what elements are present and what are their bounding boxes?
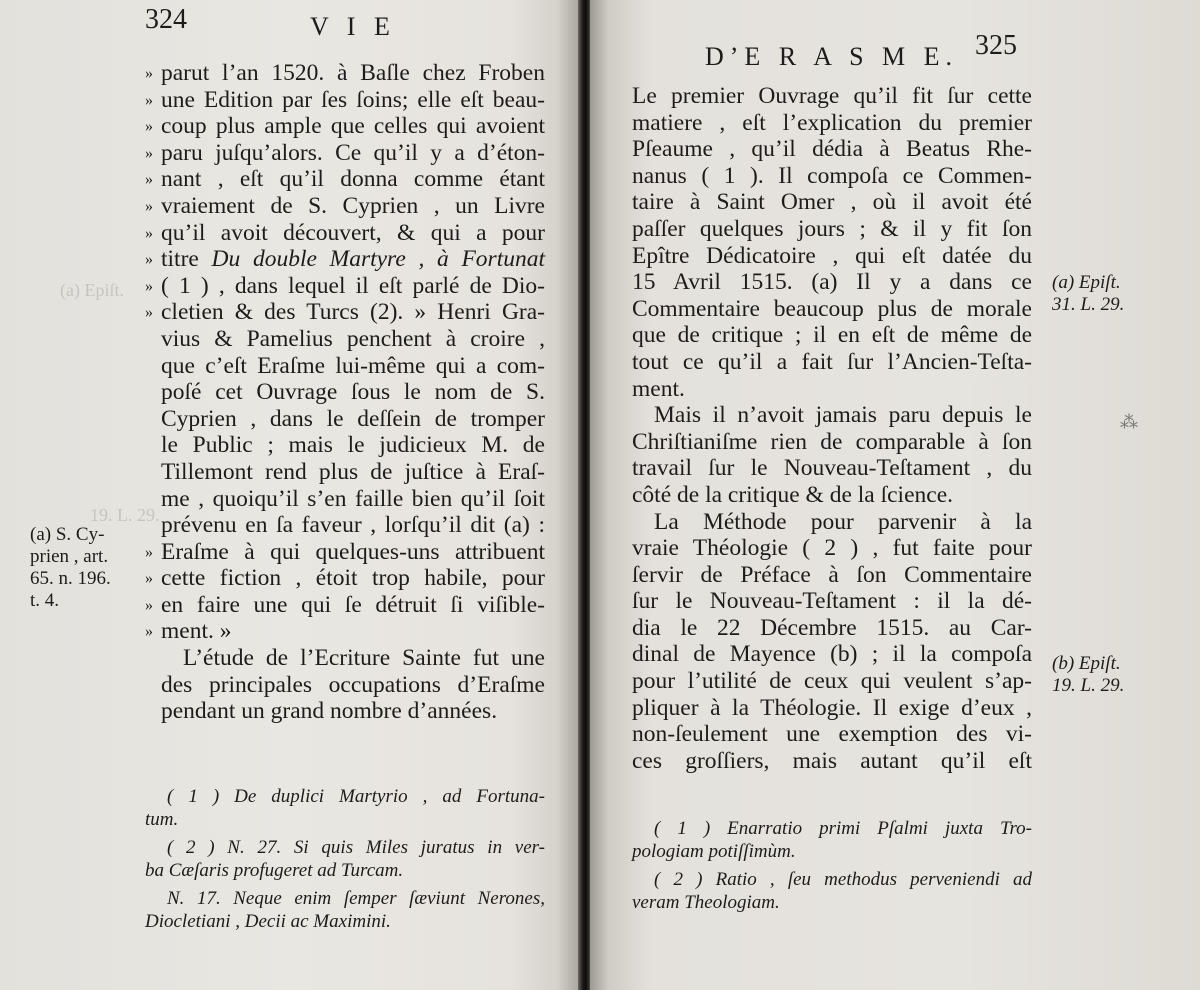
- margin-note-line: 31. L. 29.: [1052, 294, 1125, 315]
- text-line: [145, 246, 545, 273]
- text-line: [145, 299, 545, 326]
- text-line: [632, 216, 1032, 243]
- margin-note-line: 65. n. 196.: [30, 568, 111, 589]
- text-line: [145, 166, 545, 193]
- text-line: [632, 588, 1032, 615]
- line-text: Eraſme à qui quelques-uns attribuent: [161, 538, 545, 565]
- text-line: [145, 326, 545, 353]
- line-text: dinal de Mayence (b) ; il la compoſa: [632, 641, 1032, 668]
- line-text: Cyprien , dans le deſſein de tromper: [161, 405, 545, 432]
- footnote-line: ba Cæſaris profugeret ad Turcam.: [145, 859, 404, 881]
- footnote-line: ( 2 ) Ratio , ſeu methodus perveniendi ad: [654, 869, 1032, 890]
- text-line: [632, 163, 1032, 190]
- line-text: ment.: [632, 375, 685, 402]
- quote-mark: »: [145, 277, 153, 295]
- text-line: [145, 618, 545, 645]
- text-line: [145, 113, 545, 140]
- text-line: [145, 140, 545, 167]
- footnote-line: pologiam potiſſimùm.: [632, 840, 796, 862]
- line-text: cette fiction , étoit trop habile, pour: [161, 565, 545, 592]
- text-line: [632, 748, 1032, 775]
- text-line: [145, 672, 545, 699]
- text-line: [632, 296, 1032, 323]
- body-text: [145, 60, 545, 725]
- line-text: travail ſur le Nouveau-Teſtament , du: [632, 455, 1032, 482]
- line-text: nanus ( 1 ). Il compoſa ce Commen-: [632, 162, 1032, 189]
- text-line: [632, 243, 1032, 270]
- line-text: paru juſqu’alors. Ce qu’il y a d’éton-: [161, 139, 545, 166]
- footnote-line: ( 1 ) De duplici Martyrio , ad Fortuna-: [167, 786, 545, 807]
- text-line: [632, 615, 1032, 642]
- page-number: 325: [975, 30, 1017, 61]
- line-text: La Méthode pour parvenir à la: [654, 508, 1032, 535]
- text-line: [145, 379, 545, 406]
- line-text: parut l’an 1520. à Baſle chez Froben: [161, 60, 545, 86]
- line-text: Epître Dédicatoire , qui eſt datée du: [632, 242, 1032, 269]
- quote-mark: »: [145, 251, 153, 269]
- margin-note-line: 19. L. 29.: [1052, 675, 1125, 696]
- line-text: ſur le Nouveau-Teſtament : il la dé-: [632, 588, 1032, 615]
- line-text: que c’eſt Eraſme lui-même qui a com-: [161, 352, 545, 379]
- line-text: matiere , eſt l’explication du premier: [632, 109, 1032, 136]
- ink-smudge: ⁂: [1120, 412, 1138, 432]
- line-text: coup plus ample que celles qui avoient: [161, 113, 545, 140]
- margin-note-b: [1052, 653, 1172, 697]
- text-line: [632, 376, 1032, 403]
- line-text: 15 Avril 1515. (a) Il y a dans ce: [632, 269, 1032, 296]
- line-text: côté de la critique & de la ſcience.: [632, 481, 954, 508]
- right-page: [590, 0, 1200, 990]
- line-text: paſſer quelques jours ; & il y fit ſon: [632, 215, 1032, 242]
- line-text: vius & Pamelius penchent à croire ,: [161, 325, 545, 352]
- line-text: ces groſſiers, mais autant qu’il eſt: [632, 747, 1032, 774]
- line-text: ſervir de Préface à ſon Commentaire: [632, 561, 1032, 588]
- line-text: pliquer à la Théologie. Il exige d’eux ,: [632, 694, 1032, 721]
- text-line: [632, 83, 1032, 110]
- quote-mark: »: [145, 596, 153, 614]
- text-line: [632, 509, 1032, 536]
- text-line: [145, 60, 545, 87]
- quote-mark: »: [145, 91, 153, 109]
- quote-mark: »: [145, 65, 153, 82]
- running-head: V I E: [310, 12, 396, 41]
- margin-note-line: (a) Epiſt.: [1052, 272, 1121, 293]
- line-text: Chriſtianiſme rien de comparable à ſon: [632, 428, 1032, 455]
- text-line: [632, 482, 1032, 509]
- line-text: Mais il n’avoit jamais paru depuis le: [654, 402, 1032, 429]
- margin-note-line: t. 4.: [30, 590, 60, 611]
- margin-note-line: (b) Epiſt.: [1052, 653, 1121, 674]
- margin-note-a: [1052, 272, 1172, 316]
- show-through-text: 19. L. 29.: [90, 505, 160, 525]
- text-line: [632, 721, 1032, 748]
- line-text: Pſeaume , qu’il dédia à Beatus Rhe-: [632, 136, 1032, 163]
- text-line: [145, 645, 545, 672]
- quote-mark: »: [145, 623, 153, 641]
- footnote-line: ( 2 ) N. 27. Si quis Miles juratus in ver-: [167, 837, 545, 858]
- text-line: [145, 459, 545, 486]
- footnotes: [145, 786, 545, 933]
- line-text: tout ce qu’il a fait ſur l’Ancien-Teſta-: [632, 348, 1032, 375]
- footnote-line: Diocletiani , Decii ac Maximini.: [145, 910, 391, 932]
- footnote-line: tum.: [145, 808, 179, 830]
- text-line: [632, 429, 1032, 456]
- text-line: [145, 565, 545, 592]
- text-line: [632, 641, 1032, 668]
- line-text: dia le 22 Décembre 1515. au Car-: [632, 614, 1032, 641]
- footnote-line: veram Theologiam.: [632, 891, 780, 913]
- line-text: Commentaire beaucoup plus de morale: [632, 295, 1032, 322]
- text-line: [145, 193, 545, 220]
- text-line: [145, 406, 545, 433]
- line-text: une Edition par ſes ſoins; elle eſt beau-: [161, 86, 545, 113]
- quote-mark: »: [145, 543, 153, 561]
- body-text: [632, 83, 1032, 774]
- text-line: [145, 220, 545, 247]
- line-text: Tillemont rend plus de juſtice à Eraſ-: [161, 458, 545, 485]
- text-line: [145, 486, 545, 513]
- left-page: [0, 0, 580, 990]
- text-line: [145, 353, 545, 380]
- line-text: ( 1 ) , dans lequel il eſt parlé de Dio-: [161, 272, 545, 299]
- margin-note-line: (a) S. Cy-: [30, 524, 105, 545]
- line-text: poſé cet Ouvrage ſous le nom de S.: [161, 379, 545, 406]
- text-line: [632, 668, 1032, 695]
- text-line: [632, 695, 1032, 722]
- book-title-italic: Du double Martyre , à Fortunat: [211, 246, 546, 273]
- line-text: non-ſeulement une exemption des vi-: [632, 721, 1032, 748]
- quote-mark: »: [145, 224, 153, 242]
- text-line: [145, 432, 545, 459]
- line-text: pendant un grand nombre d’années.: [161, 698, 498, 725]
- line-text: prévenu en ſa faveur , lorſqu’il dit (a) :: [161, 512, 545, 539]
- text-line: [145, 512, 545, 539]
- line-text: que de critique ; il en eſt de même de: [632, 322, 1032, 349]
- text-line: [145, 539, 545, 566]
- text-line: [145, 273, 545, 300]
- line-text: Le premier Ouvrage qu’il fit ſur cette: [632, 83, 1032, 109]
- page-number: 324: [145, 4, 187, 35]
- line-text: titre: [161, 246, 212, 273]
- text-line: [632, 349, 1032, 376]
- margin-note-line: prien , art.: [30, 546, 109, 567]
- text-line: [632, 269, 1032, 296]
- text-line: [145, 592, 545, 619]
- line-text: L’étude de l’Ecriture Sainte fut une: [183, 645, 545, 672]
- text-line: [632, 535, 1032, 562]
- quote-mark: »: [145, 304, 153, 322]
- text-line: [632, 562, 1032, 589]
- text-line: [145, 87, 545, 114]
- line-text: vraiement de S. Cyprien , un Livre: [161, 192, 545, 219]
- line-text: nant , eſt qu’il donna comme étant: [161, 166, 545, 193]
- quote-mark: »: [145, 118, 153, 136]
- text-line: [632, 402, 1032, 429]
- footnote-line: ( 1 ) Enarratio primi Pſalmi juxta Tro-: [654, 818, 1032, 839]
- line-text: qu’il avoit découvert, & qui a pour: [161, 219, 545, 246]
- line-text: vraie Théologie ( 2 ) , fut faite pour: [632, 535, 1032, 562]
- text-line: [632, 136, 1032, 163]
- running-head: D’E R A S M E.: [705, 42, 959, 71]
- line-text: des principales occupations d’Eraſme: [161, 671, 545, 698]
- quote-mark: »: [145, 144, 153, 162]
- text-line: [632, 189, 1032, 216]
- text-line: [632, 110, 1032, 137]
- show-through-text: (a) Epiſt.: [60, 280, 124, 300]
- line-text: le Public ; mais le judicieux M. de: [161, 432, 545, 459]
- line-text: me , quoiqu’il s’en faille bien qu’il ſoit: [161, 485, 545, 512]
- quote-mark: »: [145, 171, 153, 189]
- quote-mark: »: [145, 197, 153, 215]
- line-text: pour l’utilité de ceux qui veulent s’ap-: [632, 668, 1032, 695]
- quote-mark: »: [145, 570, 153, 588]
- line-text: en faire une qui ſe détruit ſi viſible-: [161, 591, 545, 618]
- text-line: [632, 455, 1032, 482]
- line-text: ment. »: [161, 618, 232, 645]
- line-text: cletien & des Turcs (2). » Henri Gra-: [161, 299, 545, 326]
- text-line: [632, 322, 1032, 349]
- line-text: taire à Saint Omer , où il avoit été: [632, 189, 1032, 216]
- text-line: [145, 698, 545, 725]
- footnotes: [632, 818, 1032, 914]
- margin-note-a: [30, 524, 142, 612]
- footnote-line: N. 17. Neque enim ſemper ſæviunt Nerones,: [167, 888, 545, 909]
